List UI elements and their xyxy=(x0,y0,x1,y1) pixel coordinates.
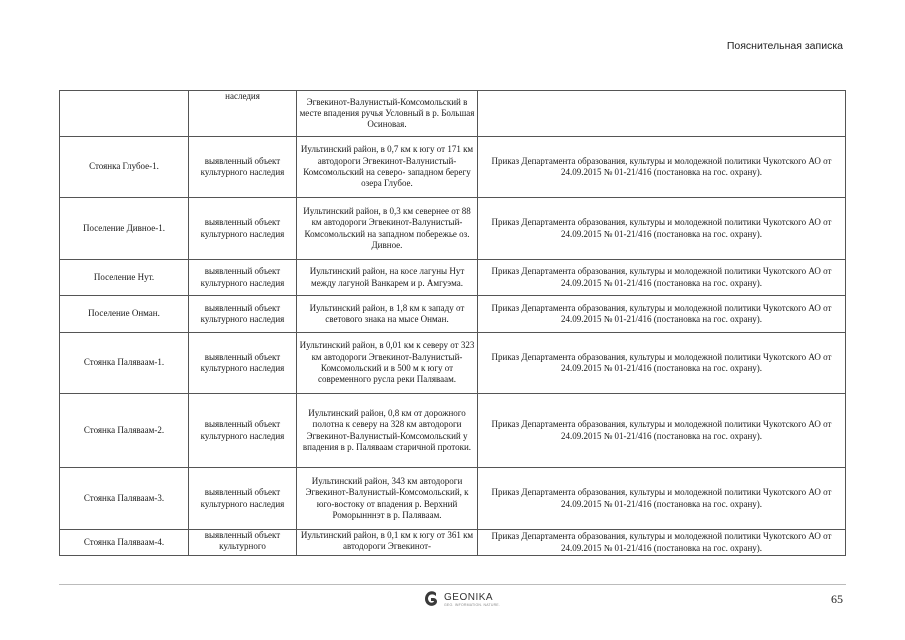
object-type-cell: выявленный объект культурного наследия xyxy=(189,260,297,296)
object-location-cell: Иультинский район, в 0,7 км к югу от 171 км автодороги Эгвекинот-Валунистый-Комсомольский на северо- западном берегу озера Глубое. xyxy=(297,137,478,198)
document-header-title: Пояснительная записка xyxy=(726,40,843,52)
table-row xyxy=(60,468,846,530)
object-type-cell: выявленный объект культурного наследия xyxy=(189,468,297,530)
object-document-cell: Приказ Департамента образования, культуры и молодежной политики Чукотского АО от 24.09.2015 № 01-21/416 (постановка на гос. охрану). xyxy=(478,394,846,468)
object-name-cell: Стоянка Глубое-1. xyxy=(60,137,189,198)
object-document-cell: Приказ Департамента образования, культуры и молодежной политики Чукотского АО от 24.09.2015 № 01-21/416 (постановка на гос. охрану). xyxy=(478,296,846,333)
object-document-cell: Приказ Департамента образования, культуры и молодежной политики Чукотского АО от 24.09.2015 № 01-21/416 (постановка на гос. охрану). xyxy=(478,333,846,394)
object-document-cell: Приказ Департамента образования, культуры и молодежной политики Чукотского АО от 24.09.2015 № 01-21/416 (постановка на гос. охрану). xyxy=(478,137,846,198)
object-type-cell: выявленный объект культурного наследия xyxy=(189,394,297,468)
object-type-cell: выявленный объект культурного xyxy=(189,530,297,556)
page-number: 65 xyxy=(831,592,843,606)
object-location-cell: Эгвекинот-Валунистый-Комсомольский в месте впадения ручья Условный в р. Большая Осиновая. xyxy=(297,91,478,137)
table-row xyxy=(60,198,846,260)
object-name-cell: Поселение Дивное-1. xyxy=(60,198,189,260)
object-name-cell: Стоянка Паляваам-4. xyxy=(60,530,189,556)
geonika-swirl-icon xyxy=(423,589,441,609)
object-name-cell: Стоянка Паляваам-3. xyxy=(60,468,189,530)
heritage-objects-table xyxy=(59,90,846,556)
object-document-cell: Приказ Департамента образования, культуры и молодежной политики Чукотского АО от 24.09.2015 № 01-21/416 (постановка на гос. охрану). xyxy=(478,260,846,296)
table-row xyxy=(60,137,846,198)
geonika-logo xyxy=(423,589,500,609)
object-document-cell xyxy=(478,91,846,137)
object-document-cell: Приказ Департамента образования, культуры и молодежной политики Чукотского АО от 24.09.2015 № 01-21/416 (постановка на гос. охрану). xyxy=(478,468,846,530)
object-type-cell: выявленный объект культурного наследия xyxy=(189,296,297,333)
object-type-cell: выявленный объект культурного наследия xyxy=(189,137,297,198)
object-location-cell: Иультинский район, на косе лагуны Нут между лагуной Ванкарем и р. Амгуэма. xyxy=(297,260,478,296)
footer-divider xyxy=(59,584,846,585)
object-document-cell: Приказ Департамента образования, культуры и молодежной политики Чукотского АО от 24.09.2015 № 01-21/416 (постановка на гос. охрану). xyxy=(478,198,846,260)
table-row xyxy=(60,333,846,394)
table-row xyxy=(60,260,846,296)
object-location-cell: Иультинский район, в 1,8 км к западу от светового знака на мысе Онман. xyxy=(297,296,478,333)
object-name-cell xyxy=(60,91,189,137)
object-location-cell: Иультинский район, 343 км автодороги Эгвекинот-Валунистый-Комсомольский, к юго-востоку от впадения р. Верхний Роморынннэт в р. Паляваам. xyxy=(297,468,478,530)
object-location-cell: Иультинский район, 0,8 км от дорожного полотна к северу на 328 км автодороги Эгвекинот-Валунистый-Комсомольский у впадения в р. Паляваам старичной протоки. xyxy=(297,394,478,468)
object-location-cell: Иультинский район, в 0,01 км к северу от 323 км автодороги Эгвекинот-Валунистый-Комсомольский и в 500 м к югу от современного русла реки Паляваам. xyxy=(297,333,478,394)
object-location-cell: Иультинский район, в 0,3 км севернее от 88 км автодороги Эгвекинот-Валунистый-Комсомольский на западном побережье оз. Дивное. xyxy=(297,198,478,260)
table-row xyxy=(60,296,846,333)
object-type-cell: выявленный объект культурного наследия xyxy=(189,198,297,260)
object-document-cell: Приказ Департамента образования, культуры и молодежной политики Чукотского АО от 24.09.2015 № 01-21/416 (постановка на гос. охрану). xyxy=(478,530,846,556)
logo-subtitle: GEO. INFORMATION. NATURE. xyxy=(444,602,501,607)
object-name-cell: Стоянка Паляваам-1. xyxy=(60,333,189,394)
table-row xyxy=(60,91,846,137)
object-type-cell: наследия xyxy=(189,91,297,137)
logo-name: GEONIKA xyxy=(444,591,494,603)
table-row xyxy=(60,394,846,468)
object-name-cell: Стоянка Паляваам-2. xyxy=(60,394,189,468)
object-name-cell: Поселение Онман. xyxy=(60,296,189,333)
object-name-cell: Поселение Нут. xyxy=(60,260,189,296)
object-location-cell: Иультинский район, в 0,1 км к югу от 361 км автодороги Эгвекинот- xyxy=(297,530,478,556)
object-type-cell: выявленный объект культурного наследия xyxy=(189,333,297,394)
table-row xyxy=(60,530,846,556)
